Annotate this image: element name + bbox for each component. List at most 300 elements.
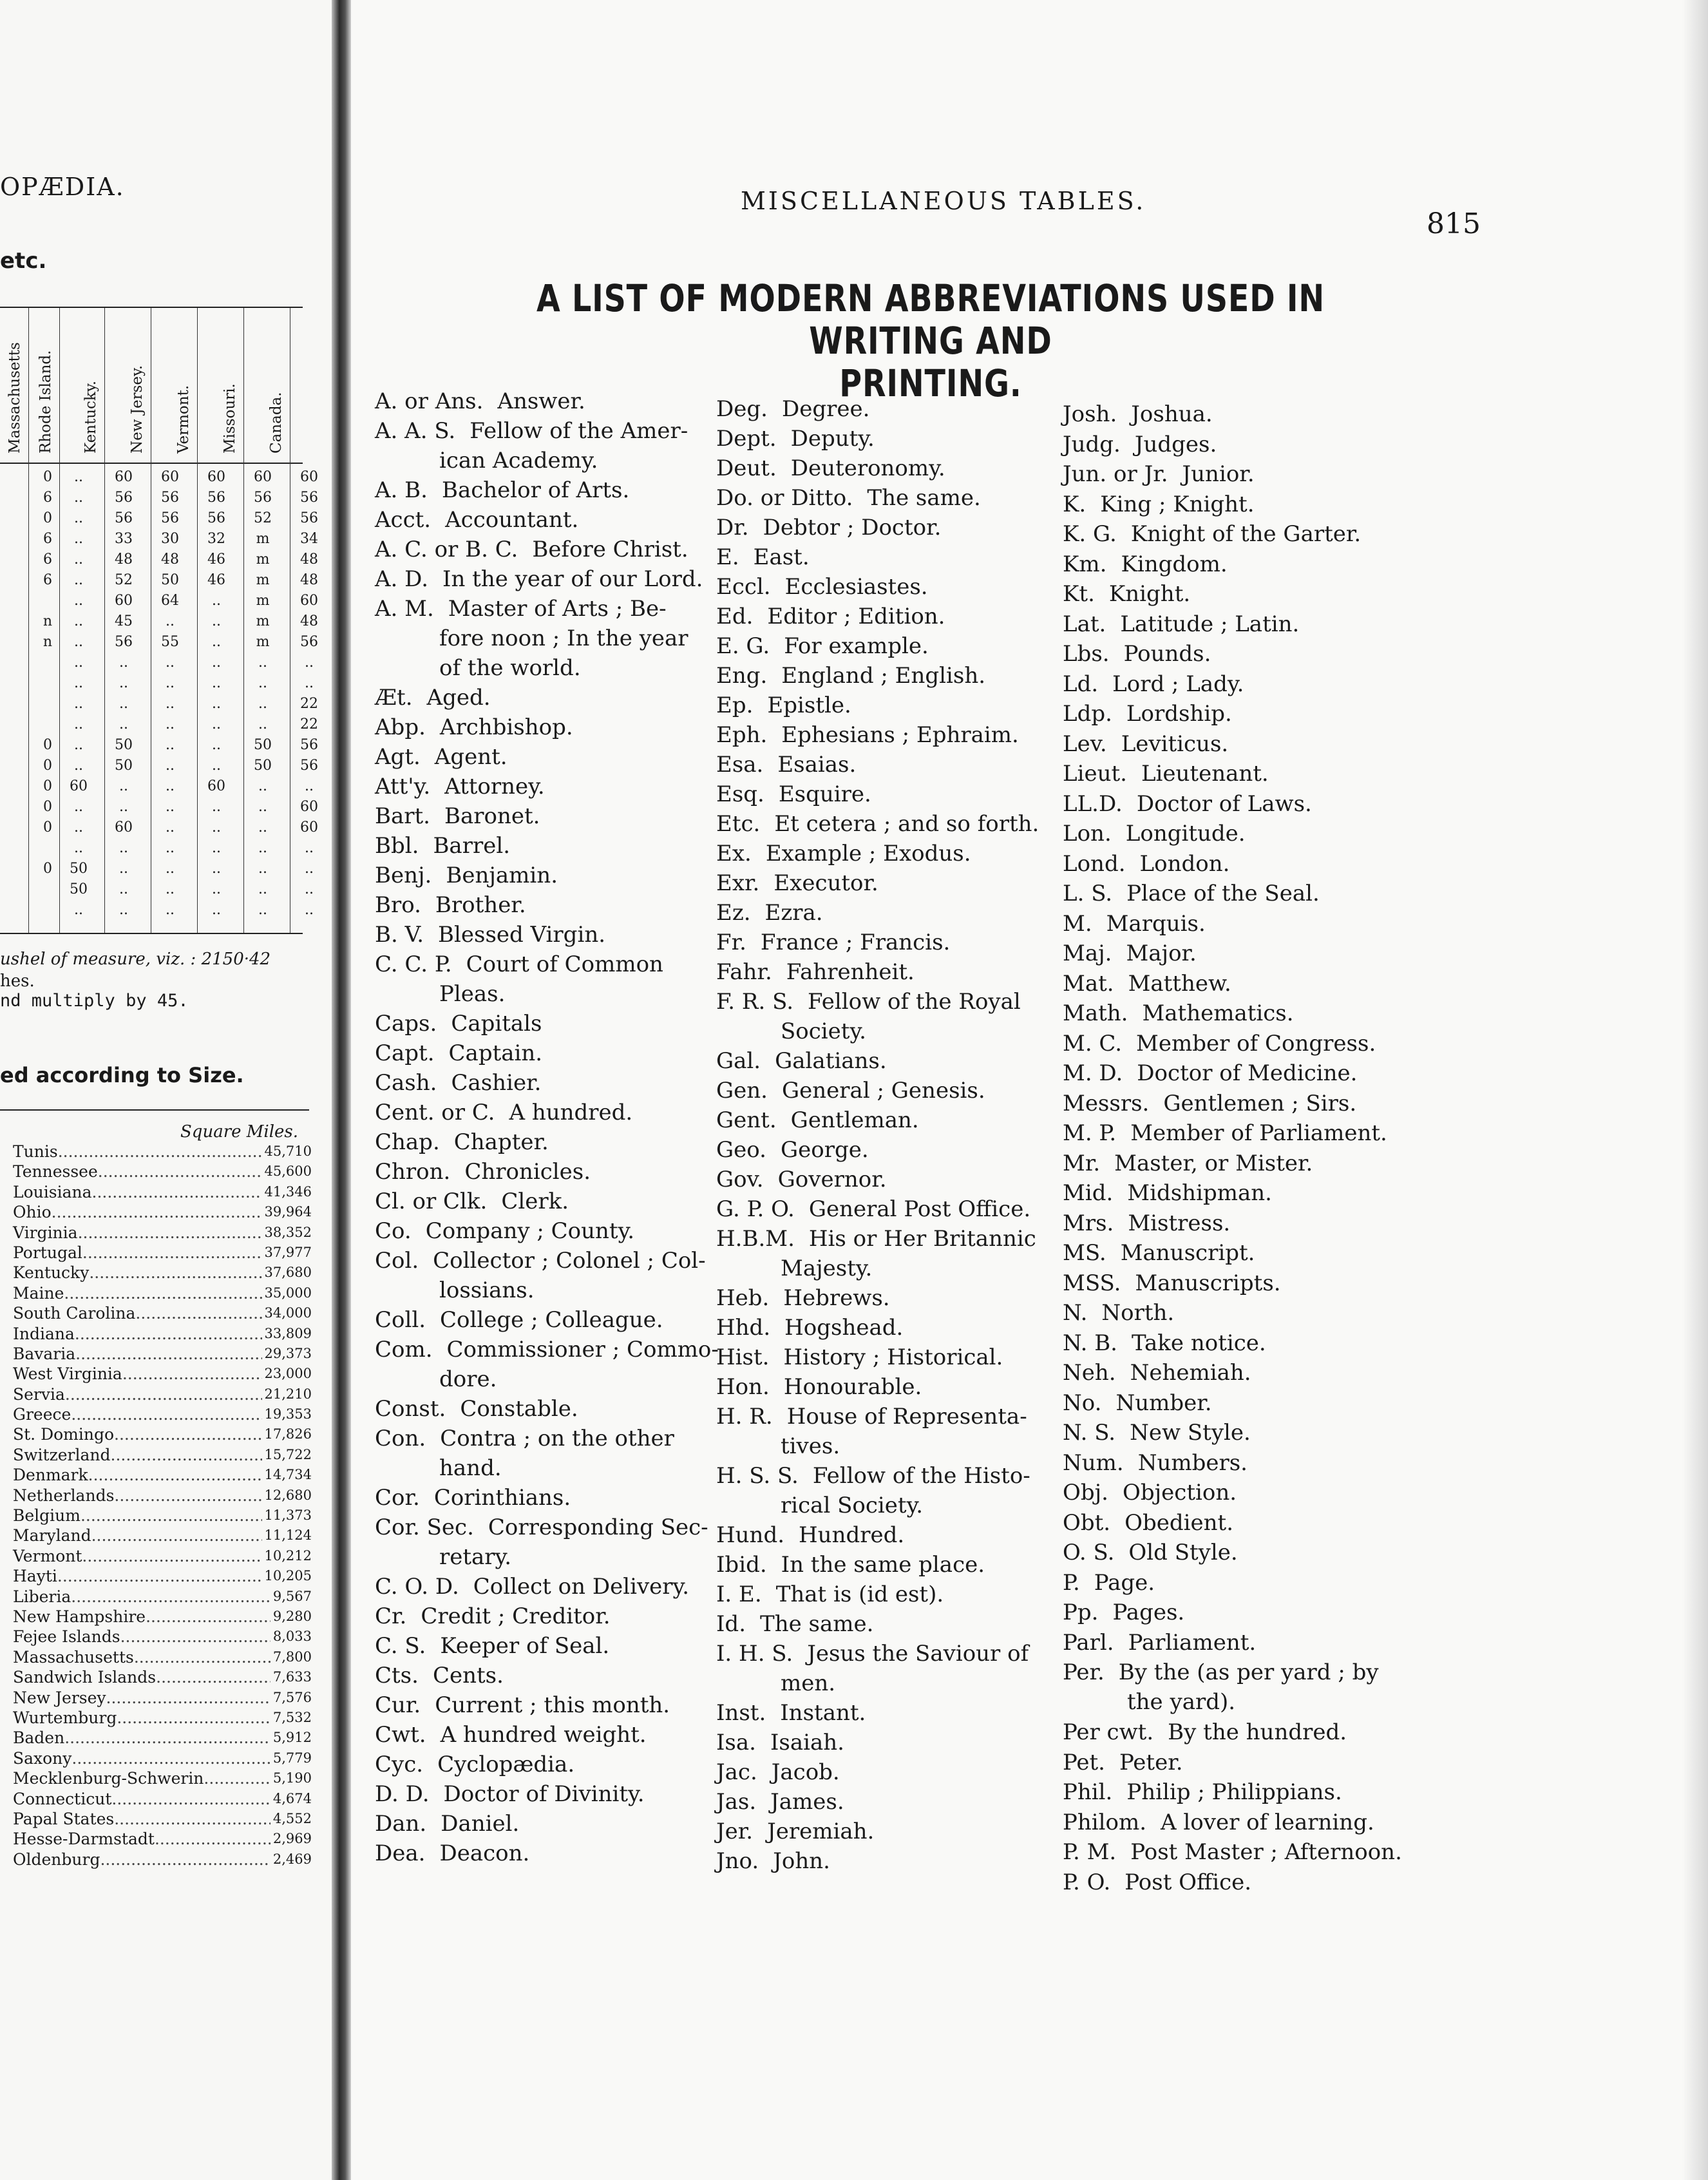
abbreviation-meaning-continued: Society. bbox=[781, 1018, 866, 1044]
abbreviation-entry bbox=[375, 890, 526, 920]
abbreviation-meaning: Doctor of Medicine. bbox=[1137, 1060, 1358, 1086]
abbreviation-meaning: The same. bbox=[760, 1611, 874, 1637]
bushel-note-line2: hes. bbox=[0, 971, 35, 991]
table-cell: 0 bbox=[43, 510, 52, 526]
table-cell: 60 bbox=[115, 819, 133, 836]
table-row bbox=[0, 881, 314, 902]
abbreviation-entry bbox=[716, 483, 981, 513]
abbreviation-entry bbox=[716, 1165, 887, 1194]
abbreviation-term: Phil. bbox=[1063, 1779, 1113, 1805]
leader-dots bbox=[111, 1789, 270, 1809]
abbreviation-entry bbox=[716, 1698, 866, 1728]
abbreviation-term: A. M. bbox=[375, 596, 434, 622]
abbreviation-meaning: Governor. bbox=[777, 1167, 887, 1192]
table-cell: .. bbox=[258, 716, 267, 732]
abbreviation-meaning: Marquis. bbox=[1106, 910, 1206, 937]
state-name: Kentucky bbox=[13, 1263, 90, 1283]
state-name: Mecklenburg-Schwerin bbox=[13, 1769, 204, 1788]
leader-dots bbox=[71, 1404, 261, 1424]
leader-dots bbox=[88, 1465, 262, 1485]
table-cell: .. bbox=[74, 469, 83, 485]
abbreviation-meaning: General ; Genesis. bbox=[782, 1078, 985, 1104]
table-cell: 60 bbox=[300, 799, 318, 815]
abbreviation-meaning: Mistress. bbox=[1128, 1210, 1231, 1236]
table-cell: .. bbox=[166, 840, 175, 856]
abbreviation-term: Col. bbox=[375, 1248, 419, 1274]
abbreviation-term: Per cwt. bbox=[1063, 1719, 1154, 1745]
table-cell: 64 bbox=[161, 593, 179, 609]
list-item bbox=[0, 1546, 312, 1566]
square-miles-value: 29,373 bbox=[264, 1345, 312, 1361]
abbreviation-entry bbox=[375, 920, 605, 950]
state-column-header: New Jersey. bbox=[129, 365, 146, 454]
abbreviation-meaning: History ; Historical. bbox=[783, 1344, 1003, 1370]
abbreviation-entry bbox=[1063, 399, 1213, 429]
abbreviation-meaning: Current ; this month. bbox=[435, 1692, 670, 1718]
leader-dots bbox=[146, 1607, 270, 1627]
table-cell: 56 bbox=[300, 510, 318, 526]
abbreviation-entry bbox=[716, 1757, 840, 1787]
abbreviation-meaning: The same. bbox=[867, 485, 981, 511]
abbreviation-entry bbox=[375, 1246, 706, 1305]
leader-dots bbox=[82, 1243, 262, 1263]
table-cell: .. bbox=[212, 758, 221, 774]
abbreviation-term: Heb. bbox=[716, 1285, 770, 1311]
abbreviation-term: Cor. bbox=[375, 1485, 420, 1511]
table-cell: 48 bbox=[300, 572, 318, 588]
abbreviation-meaning: Captain. bbox=[448, 1040, 543, 1066]
leader-dots bbox=[117, 1708, 270, 1728]
page-title-line1: A LIST OF MODERN ABBREVIATIONS USED IN WRITING AND bbox=[536, 276, 1325, 363]
table-cell: .. bbox=[119, 655, 128, 671]
abbreviation-meaning: Lordship. bbox=[1126, 701, 1232, 727]
state-column-header: Vermont. bbox=[175, 385, 192, 454]
state-name: Ohio bbox=[13, 1203, 52, 1222]
abbreviation-entry bbox=[375, 387, 585, 416]
abbreviation-entry bbox=[375, 1098, 632, 1127]
square-miles-value: 5,779 bbox=[272, 1750, 312, 1766]
abbreviation-entry bbox=[375, 742, 508, 772]
abbreviation-term: Hon. bbox=[716, 1374, 770, 1400]
abbreviation-meaning: Hogshead. bbox=[784, 1315, 904, 1341]
abbreviation-term: Cwt. bbox=[375, 1722, 426, 1748]
list-item bbox=[0, 1627, 312, 1647]
abbreviation-entry bbox=[375, 1335, 719, 1394]
list-item bbox=[0, 1647, 312, 1667]
abbreviation-meaning: Longitude. bbox=[1125, 821, 1246, 846]
abbreviation-entry bbox=[1063, 1358, 1251, 1388]
abbreviation-term: Isa. bbox=[716, 1730, 756, 1755]
table-cell: .. bbox=[74, 551, 83, 568]
abbreviation-entry bbox=[716, 987, 1021, 1046]
abbreviation-meaning: Baronet. bbox=[444, 803, 540, 829]
abbreviation-meaning: Kingdom. bbox=[1121, 551, 1228, 577]
abbreviation-term: M. bbox=[1063, 910, 1092, 937]
abbreviation-entry bbox=[716, 1520, 904, 1550]
abbreviation-entry bbox=[716, 1224, 1036, 1283]
abbreviation-meaning: Leviticus. bbox=[1121, 731, 1229, 757]
state-name: New Jersey bbox=[13, 1688, 106, 1707]
abbreviation-term: Cyc. bbox=[375, 1752, 424, 1777]
state-measures-table bbox=[0, 307, 318, 934]
table-cell: 0 bbox=[43, 861, 52, 877]
state-measures-rows bbox=[0, 469, 318, 923]
state-name: Sandwich Islands bbox=[13, 1668, 157, 1687]
abbreviation-entry bbox=[375, 1809, 519, 1839]
abbreviation-entry bbox=[1063, 939, 1197, 968]
abbreviation-entry bbox=[1063, 1209, 1230, 1238]
abbreviation-entry bbox=[716, 1639, 1029, 1698]
table-cell: .. bbox=[305, 675, 314, 691]
table-cell: 6 bbox=[43, 572, 52, 588]
running-head: MISCELLANEOUS TABLES. bbox=[741, 187, 1146, 215]
abbreviation-meaning: Doctor of Laws. bbox=[1136, 790, 1312, 817]
abbreviation-meaning: Fahrenheit. bbox=[786, 959, 915, 985]
table-cell: .. bbox=[305, 778, 314, 794]
abbreviation-entry bbox=[375, 1690, 670, 1720]
table-cell: .. bbox=[166, 737, 175, 753]
abbreviation-term: Eph. bbox=[716, 722, 768, 748]
abbreviation-meaning: Epistle. bbox=[767, 693, 851, 718]
abbreviation-meaning: Philip ; Philippians. bbox=[1126, 1779, 1342, 1805]
abbreviation-term: Cash. bbox=[375, 1070, 437, 1096]
table-cell: .. bbox=[166, 613, 175, 629]
state-column-header: Kentucky. bbox=[82, 380, 99, 454]
abbreviation-meaning: Debtor ; Doctor. bbox=[763, 515, 942, 540]
abbreviation-meaning: France ; Francis. bbox=[760, 930, 951, 955]
table-cell: 56 bbox=[161, 490, 179, 506]
list-item bbox=[0, 1486, 312, 1506]
table-row bbox=[0, 572, 318, 593]
abbreviation-meaning: Ecclesiastes. bbox=[784, 574, 928, 600]
table-cell: .. bbox=[74, 655, 83, 671]
abbreviation-meaning: Fellow of the Histo- bbox=[812, 1463, 1030, 1489]
table-cell: .. bbox=[212, 634, 221, 650]
abbreviation-entry bbox=[1063, 609, 1299, 639]
leader-dots bbox=[65, 1384, 262, 1404]
abbreviation-term: Ex. bbox=[716, 841, 752, 866]
abbreviation-meaning: Lieutenant. bbox=[1141, 761, 1269, 787]
leader-dots bbox=[98, 1162, 262, 1181]
state-name: New Hampshire bbox=[13, 1607, 146, 1626]
abbreviation-entry bbox=[716, 394, 869, 424]
leader-dots bbox=[64, 1728, 270, 1748]
list-item bbox=[0, 1364, 312, 1384]
abbreviation-term: Per. bbox=[1063, 1659, 1105, 1685]
abbreviation-meaning: Contra ; on the other bbox=[440, 1426, 674, 1451]
square-miles-value: 5,912 bbox=[272, 1730, 312, 1746]
abbreviation-entry bbox=[1063, 1298, 1174, 1328]
table-cell: 50 bbox=[70, 861, 88, 877]
abbreviation-term: Bart. bbox=[375, 803, 430, 829]
abbreviation-meaning: Capitals bbox=[451, 1011, 542, 1037]
table-row bbox=[0, 778, 314, 799]
abbreviation-term: Gov. bbox=[716, 1167, 764, 1192]
state-name: Wurtemburg bbox=[13, 1708, 117, 1727]
abbreviation-meaning: Ezra. bbox=[764, 900, 823, 926]
state-name: Bavaria bbox=[13, 1344, 76, 1363]
abbreviation-term: Com. bbox=[375, 1337, 433, 1362]
abbreviation-entry bbox=[1063, 459, 1255, 489]
square-miles-value: 11,373 bbox=[264, 1507, 312, 1524]
left-page bbox=[0, 0, 332, 2180]
abbreviation-meaning: Hundred. bbox=[799, 1522, 905, 1548]
abbreviation-entry bbox=[375, 1068, 541, 1098]
abbreviation-term: Judg. bbox=[1063, 431, 1121, 457]
abbreviation-term: Mrs. bbox=[1063, 1210, 1114, 1236]
table-cell: 56 bbox=[207, 490, 225, 506]
abbreviation-entry bbox=[1063, 1777, 1342, 1807]
table-cell: .. bbox=[74, 716, 83, 732]
abbreviation-entry bbox=[1063, 1748, 1183, 1777]
table-row bbox=[0, 737, 318, 758]
table-cell: 60 bbox=[300, 593, 318, 609]
state-column-divider bbox=[197, 308, 198, 933]
state-name: Hesse-Darmstadt bbox=[13, 1830, 155, 1849]
state-name: Papal States bbox=[13, 1809, 115, 1828]
table-cell: 60 bbox=[207, 469, 225, 485]
abbreviation-meaning: Manuscripts. bbox=[1135, 1270, 1281, 1296]
abbreviation-meaning: Accountant. bbox=[445, 507, 579, 533]
abbreviation-meaning-continued: men. bbox=[781, 1670, 836, 1696]
leader-dots bbox=[75, 1344, 261, 1364]
page-title-line2: PRINTING. bbox=[839, 361, 1022, 405]
abbreviation-meaning: Peter. bbox=[1119, 1749, 1183, 1775]
abbreviation-term: I. E. bbox=[716, 1582, 762, 1607]
table-cell: 48 bbox=[300, 613, 318, 629]
leader-dots bbox=[52, 1202, 262, 1222]
abbreviation-meaning: Gentleman. bbox=[790, 1107, 919, 1133]
abbreviation-meaning: Cashier. bbox=[451, 1070, 542, 1096]
abbreviation-term: Co. bbox=[375, 1218, 412, 1244]
abbreviation-entry bbox=[375, 1661, 504, 1690]
abbreviation-meaning: Major. bbox=[1126, 941, 1197, 966]
abbreviation-meaning: Numbers. bbox=[1137, 1449, 1248, 1476]
abbreviation-entry bbox=[1063, 430, 1217, 459]
square-miles-value: 37,680 bbox=[264, 1265, 312, 1281]
abbreviation-entry bbox=[716, 572, 928, 602]
table-cell: 6 bbox=[43, 551, 52, 568]
table-cell: 60 bbox=[300, 469, 318, 485]
abbreviation-term: Fr. bbox=[716, 930, 746, 955]
abbreviation-term: Mr. bbox=[1063, 1150, 1101, 1176]
abbreviation-term: Etc. bbox=[716, 811, 761, 837]
abbreviation-meaning-continued: tives. bbox=[781, 1433, 840, 1459]
abbreviation-meaning: Corresponding Sec- bbox=[488, 1515, 708, 1540]
abbreviation-meaning: East. bbox=[753, 544, 810, 570]
state-name: West Virginia bbox=[13, 1364, 122, 1384]
state-name: Tunis bbox=[13, 1142, 58, 1161]
abbreviation-term: Cl. or Clk. bbox=[375, 1189, 488, 1214]
abbreviation-entry bbox=[375, 1513, 708, 1572]
abbreviation-entry bbox=[1063, 879, 1320, 908]
abbreviation-entry bbox=[716, 1372, 922, 1402]
table-cell: 50 bbox=[161, 572, 179, 588]
abbreviation-entry bbox=[375, 1157, 591, 1187]
abbreviation-meaning: Honourable. bbox=[783, 1374, 922, 1400]
table-cell: 60 bbox=[254, 469, 272, 485]
table-row bbox=[0, 634, 318, 655]
table-cell: 0 bbox=[43, 469, 52, 485]
abbreviation-term: Deut. bbox=[716, 455, 777, 481]
table-row bbox=[0, 696, 318, 716]
abbreviation-term: L. S. bbox=[1063, 881, 1113, 906]
square-miles-value: 19,353 bbox=[264, 1406, 312, 1422]
state-name: Belgium bbox=[13, 1506, 81, 1525]
table-cell: 56 bbox=[207, 510, 225, 526]
table-cell: .. bbox=[74, 675, 83, 691]
abbreviation-meaning: Take notice. bbox=[1131, 1330, 1266, 1356]
abbreviation-meaning-continued: Majesty. bbox=[781, 1256, 873, 1281]
state-name: Portugal bbox=[13, 1243, 82, 1262]
leader-dots bbox=[92, 1182, 262, 1202]
square-miles-value: 15,722 bbox=[264, 1446, 312, 1462]
abbreviation-meaning: Gentlemen ; Sirs. bbox=[1163, 1090, 1357, 1116]
square-miles-value: 8,033 bbox=[272, 1629, 312, 1645]
abbreviation-meaning: In the same place. bbox=[781, 1552, 985, 1578]
abbreviation-entry bbox=[716, 1817, 874, 1846]
table-cell: .. bbox=[74, 634, 83, 650]
abbreviation-term: Mat. bbox=[1063, 970, 1114, 997]
abbreviation-term: Id. bbox=[716, 1611, 746, 1637]
abbreviation-entry bbox=[1063, 1149, 1313, 1178]
square-miles-value: 4,674 bbox=[272, 1790, 312, 1806]
abbreviation-entry bbox=[716, 513, 941, 542]
abbreviation-term: Lon. bbox=[1063, 821, 1112, 846]
table-cell: 22 bbox=[300, 716, 318, 732]
table-cell: .. bbox=[119, 799, 128, 815]
square-miles-value: 5,190 bbox=[272, 1770, 312, 1786]
table-cell: .. bbox=[212, 613, 221, 629]
left-page-subheader: etc. bbox=[0, 248, 47, 274]
abbreviation-term: N. S. bbox=[1063, 1420, 1116, 1446]
leader-dots bbox=[71, 1587, 270, 1607]
abbreviation-entry bbox=[1063, 789, 1312, 819]
state-name: Virginia bbox=[13, 1223, 78, 1242]
table-row bbox=[0, 861, 314, 881]
abbreviation-term: Lond. bbox=[1063, 850, 1126, 877]
table-cell: .. bbox=[119, 696, 128, 712]
abbreviation-meaning: House of Representa- bbox=[786, 1404, 1027, 1429]
abbreviation-meaning-continued: fore noon ; In the year bbox=[439, 626, 688, 651]
table-cell: m bbox=[256, 572, 270, 588]
abbreviation-entry bbox=[716, 1194, 1030, 1224]
abbreviation-meaning: Latitude ; Latin. bbox=[1120, 611, 1300, 637]
abbreviation-term: Att'y. bbox=[375, 774, 431, 799]
abbreviation-meaning: Deuteronomy. bbox=[790, 455, 945, 481]
abbreviation-term: Dept. bbox=[716, 426, 777, 452]
table-cell: 56 bbox=[254, 490, 272, 506]
abbreviation-term: M. D. bbox=[1063, 1060, 1123, 1086]
abbreviation-term: G. P. O. bbox=[716, 1196, 795, 1222]
abbreviation-meaning: Instant. bbox=[780, 1700, 866, 1726]
leader-dots bbox=[58, 1142, 262, 1162]
abbreviation-entry bbox=[375, 1394, 578, 1424]
table-cell: .. bbox=[119, 778, 128, 794]
table-cell: 48 bbox=[300, 551, 318, 568]
state-column-divider bbox=[243, 308, 244, 933]
abbreviation-meaning: Clerk. bbox=[501, 1189, 569, 1214]
abbreviation-entry bbox=[716, 1580, 944, 1609]
square-miles-value: 4,552 bbox=[272, 1810, 312, 1826]
table-cell: .. bbox=[258, 819, 267, 836]
abbreviation-term: Const. bbox=[375, 1396, 446, 1422]
abbreviation-entry bbox=[1063, 519, 1361, 549]
abbreviation-entry bbox=[1063, 819, 1246, 848]
abbreviation-meaning: Ephesians ; Ephraim. bbox=[781, 722, 1019, 748]
abbreviation-meaning: A hundred. bbox=[509, 1100, 633, 1125]
table-cell: 56 bbox=[300, 758, 318, 774]
abbreviation-term: Esq. bbox=[716, 781, 764, 807]
table-cell: 33 bbox=[115, 531, 133, 547]
table-row bbox=[0, 840, 314, 861]
table-cell: .. bbox=[74, 531, 83, 547]
table-cell: .. bbox=[212, 902, 221, 918]
abbreviation-meaning: Chapter. bbox=[453, 1129, 549, 1155]
abbreviation-entry bbox=[716, 454, 945, 483]
square-miles-value: 2,469 bbox=[272, 1851, 312, 1867]
list-item bbox=[0, 1324, 312, 1344]
abbreviation-entry bbox=[1063, 1808, 1374, 1837]
abbreviation-meaning: Before Christ. bbox=[532, 537, 688, 562]
state-name: Massachusetts bbox=[13, 1647, 134, 1667]
table-cell: .. bbox=[212, 655, 221, 671]
abbreviation-meaning: Parliament. bbox=[1128, 1629, 1257, 1656]
table-cell: .. bbox=[258, 902, 267, 918]
abbreviation-entry bbox=[1063, 699, 1232, 729]
square-miles-value: 41,346 bbox=[264, 1183, 312, 1200]
state-name: Baden bbox=[13, 1728, 65, 1748]
page-number: 815 bbox=[1427, 207, 1481, 240]
table-cell: .. bbox=[212, 696, 221, 712]
abbreviation-term: Maj. bbox=[1063, 941, 1112, 966]
abbreviation-meaning-continued: dore. bbox=[439, 1366, 497, 1392]
list-item bbox=[0, 1404, 312, 1424]
abbreviation-term: H.B.M. bbox=[716, 1226, 795, 1252]
abbreviation-meaning-continued: Pleas. bbox=[439, 981, 506, 1007]
abbreviation-term: Do. or Ditto. bbox=[716, 485, 853, 511]
table-cell: 52 bbox=[115, 572, 133, 588]
table-cell: .. bbox=[258, 778, 267, 794]
abbreviation-term: Num. bbox=[1063, 1449, 1124, 1476]
table-cell: m bbox=[256, 551, 270, 568]
table-cell: .. bbox=[212, 840, 221, 856]
leader-dots bbox=[71, 1748, 270, 1768]
abbreviation-term: Bro. bbox=[375, 892, 421, 918]
table-cell: 52 bbox=[254, 510, 272, 526]
state-name: St. Domingo bbox=[13, 1425, 115, 1444]
abbreviation-meaning: Galatians. bbox=[775, 1048, 887, 1074]
abbreviation-entry bbox=[375, 1424, 674, 1483]
abbreviation-term: Jas. bbox=[716, 1789, 757, 1815]
abbreviation-meaning: Keeper of Seal. bbox=[440, 1633, 610, 1659]
abbreviation-entry bbox=[1063, 1628, 1256, 1658]
table-cell: 22 bbox=[300, 696, 318, 712]
square-miles-header: Square Miles. bbox=[180, 1122, 299, 1142]
abbreviation-term: Kt. bbox=[1063, 581, 1095, 607]
abbreviation-meaning: Benjamin. bbox=[446, 863, 558, 888]
leader-dots bbox=[81, 1506, 262, 1525]
list-item bbox=[0, 1162, 312, 1181]
abbreviation-meaning: Collector ; Colonel ; Col- bbox=[433, 1248, 706, 1274]
abbreviation-term: A. B. bbox=[375, 477, 428, 503]
list-item bbox=[0, 1768, 312, 1788]
table-cell: .. bbox=[166, 881, 175, 897]
table-cell: 48 bbox=[115, 551, 133, 568]
table-row bbox=[0, 551, 318, 572]
abbreviation-term: Æt. bbox=[375, 685, 413, 711]
abbreviation-meaning-continued: ican Academy. bbox=[439, 448, 598, 473]
